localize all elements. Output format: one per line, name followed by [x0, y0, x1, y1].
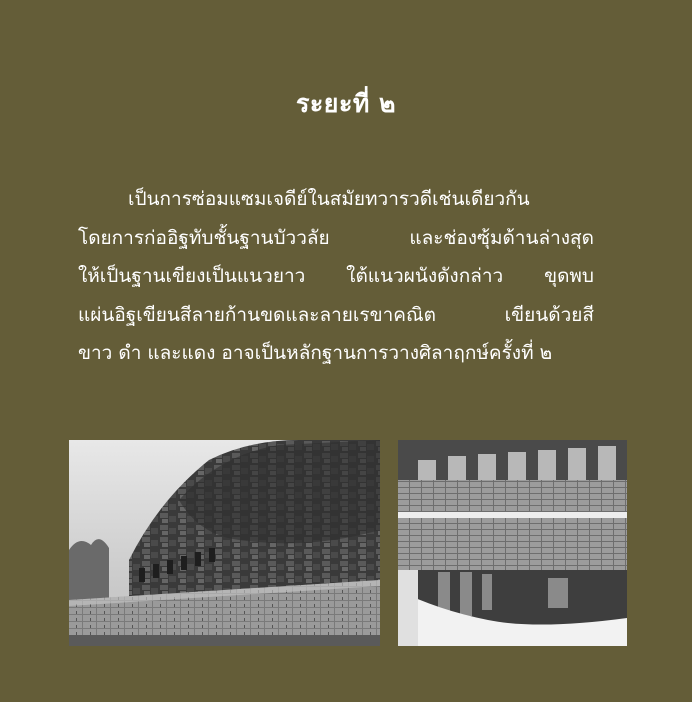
body-paragraph	[78, 180, 594, 373]
page-title: ระยะที่ ๒	[295, 89, 397, 118]
ruin-photo-left	[69, 440, 380, 646]
paragraph-line: แผ่นอิฐเขียนสีลายก้านขดและลายเรขาคณิต เขียนด้วยสี	[78, 303, 594, 326]
paragraph-line: ขาว ดำ และแดง อาจเป็นหลักฐานการวางศิลาฤกษ์ครั้งที่ ๒	[78, 342, 553, 364]
paragraph-line: ให้เป็นฐานเขียงเป็นแนวยาว ใต้แนวผนังดังกล่าว ขุดพบ	[78, 265, 594, 287]
paragraph-line: เป็นการซ่อมแซมเจดีย์ในสมัยทวารวดีเช่นเดียวกัน	[128, 188, 530, 210]
paragraph-line: โดยการก่ออิฐทับชั้นฐานบัววลัย และช่องซุ้มด้านล่างสุด	[78, 226, 594, 249]
ruin-photo-right	[398, 440, 627, 646]
